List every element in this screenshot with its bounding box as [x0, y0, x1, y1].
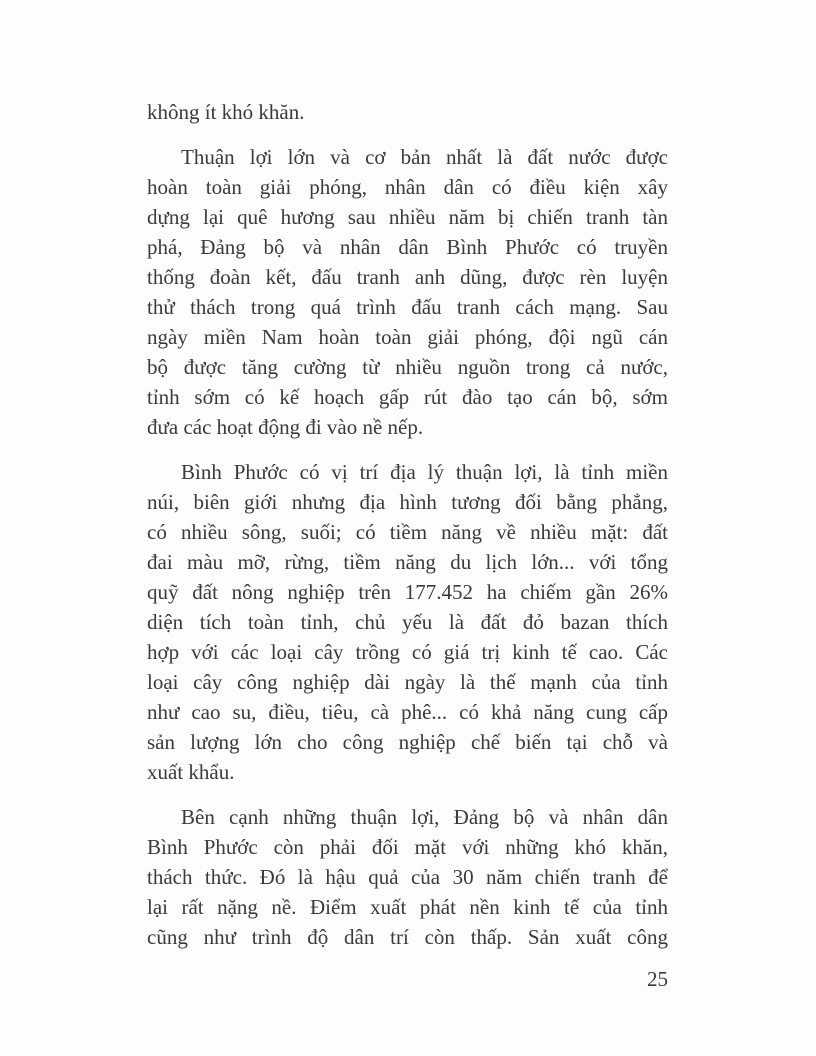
text-line: Bình Phước còn phải đối mặt với những khó khăn, [147, 835, 668, 859]
text-line: không ít khó khăn. [147, 100, 305, 124]
text-line: cũng như trình độ dân trí còn thấp. Sản xuất công [147, 925, 668, 949]
paragraph [147, 802, 668, 952]
text-line: có nhiều sông, suối; có tiềm năng về nhiều mặt: đất [147, 520, 668, 544]
text-line: thống đoàn kết, đấu tranh anh dũng, được rèn luyện [147, 265, 668, 289]
page-number: 25 [647, 967, 668, 991]
text-line: thử thách trong quá trình đấu tranh cách mạng. Sau [147, 295, 668, 319]
text-line: diện tích toàn tỉnh, chủ yếu là đất đỏ bazan thích [147, 610, 668, 634]
text-line: phá, Đảng bộ và nhân dân Bình Phước có truyền [147, 235, 668, 259]
text-line: đai màu mỡ, rừng, tiềm năng du lịch lớn... với tổng [147, 550, 668, 574]
paragraph [147, 97, 668, 127]
text-line: bộ được tăng cường từ nhiều nguồn trong cả nước, [147, 355, 668, 379]
paragraph [147, 142, 668, 442]
text-line: Thuận lợi lớn và cơ bản nhất là đất nước được [181, 145, 668, 169]
text-line: như cao su, điều, tiêu, cà phê... có khả năng cung cấp [147, 700, 668, 724]
text-line: quỹ đất nông nghiệp trên 177.452 ha chiếm gần 26% [147, 580, 668, 604]
text-line: Bình Phước có vị trí địa lý thuận lợi, là tỉnh miền [181, 460, 668, 484]
text-line: dựng lại quê hương sau nhiều năm bị chiến tranh tàn [147, 205, 668, 229]
text-line: hoàn toàn giải phóng, nhân dân có điều kiện xây [147, 175, 668, 199]
page-body [147, 97, 668, 967]
text-line: hợp với các loại cây trồng có giá trị kinh tế cao. Các [147, 640, 668, 664]
text-line: đưa các hoạt động đi vào nề nếp. [147, 415, 424, 439]
text-line: ngày miền Nam hoàn toàn giải phóng, đội ngũ cán [147, 325, 668, 349]
text-line: thách thức. Đó là hậu quả của 30 năm chiến tranh để [147, 865, 668, 889]
text-line: xuất khẩu. [147, 760, 235, 784]
text-line: Bên cạnh những thuận lợi, Đảng bộ và nhân dân [181, 805, 668, 829]
text-line: sản lượng lớn cho công nghiệp chế biến tại chỗ và [147, 730, 668, 754]
text-line: loại cây công nghiệp dài ngày là thế mạnh của tỉnh [147, 670, 668, 694]
text-line: núi, biên giới nhưng địa hình tương đối bằng phẳng, [147, 490, 668, 514]
paragraph [147, 457, 668, 787]
text-line: lại rất nặng nề. Điểm xuất phát nền kinh tế của tỉnh [147, 895, 668, 919]
text-line: tỉnh sớm có kế hoạch gấp rút đào tạo cán bộ, sớm [147, 385, 668, 409]
